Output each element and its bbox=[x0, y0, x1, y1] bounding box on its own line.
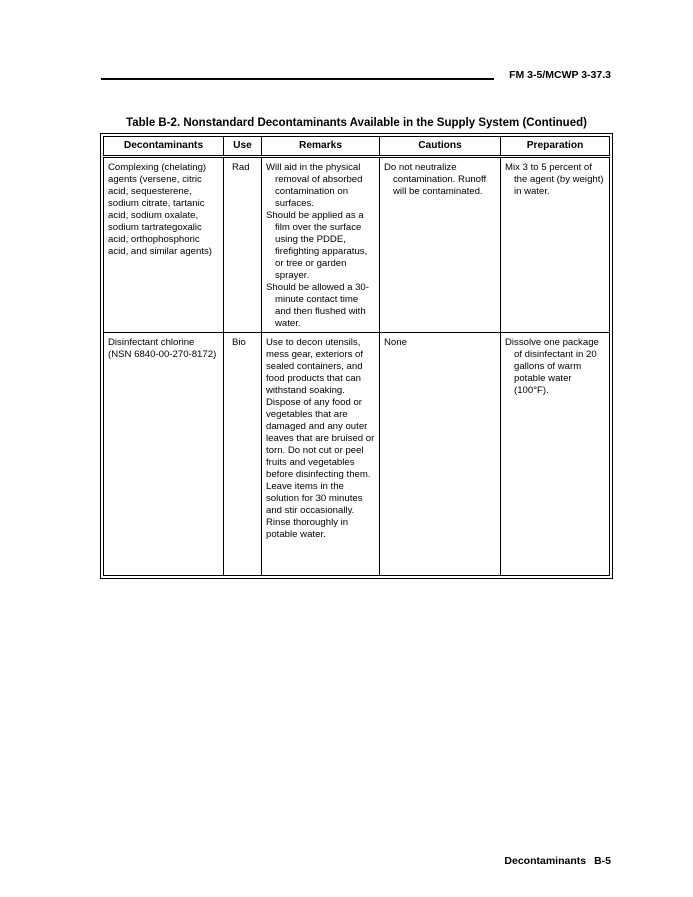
footer-section: Decontaminants bbox=[504, 855, 587, 867]
remark-item: Will aid in the physical removal of absorbed contamination on surfaces. bbox=[266, 162, 363, 209]
table-row bbox=[104, 157, 610, 333]
table-header-row bbox=[104, 137, 610, 157]
cautions-text: None bbox=[384, 337, 407, 348]
cell-cautions bbox=[380, 333, 501, 576]
col-header-remarks: Remarks bbox=[262, 137, 380, 157]
col-header-cautions: Cautions bbox=[380, 137, 501, 157]
col-header-preparation: Preparation bbox=[501, 137, 610, 157]
cell-preparation bbox=[501, 157, 610, 333]
remark-item: Should be allowed a 30-minute contact time and then flushed with water. bbox=[266, 282, 369, 329]
cell-preparation bbox=[501, 333, 610, 576]
document-id: FM 3-5/MCWP 3-37.3 bbox=[509, 69, 611, 81]
decontaminants-table bbox=[100, 133, 613, 579]
cell-cautions bbox=[380, 157, 501, 333]
cautions-text: Do not neutralize contamination. Runoff will be contaminated. bbox=[384, 162, 487, 197]
remark-item: Use to decon utensils, mess gear, exteriors of sealed containers, and food products that can withstand soaking. Dispose of any food or vegetables that are damaged and any outer leaves that are bruised or torn. Do not cut or peel fruits and vegetables before disinfecting them. Leave items in the solution for 30 minutes and stir occasionally. Rinse thoroughly in potable water. bbox=[266, 337, 375, 540]
cell-use: Rad bbox=[224, 157, 262, 333]
table-title: Table B-2. Nonstandard Decontaminants Available in the Supply System (Continued) bbox=[126, 117, 587, 129]
preparation-text: Dissolve one package of disinfectant in 20 gallons of warm potable water (100°F). bbox=[505, 337, 599, 396]
page-footer bbox=[504, 855, 611, 867]
cell-remarks bbox=[262, 333, 380, 576]
cell-use: Bio bbox=[224, 333, 262, 576]
cell-decontaminant: Complexing (chelating) agents (versene, citric acid, sequesterene, sodium citrate, tartanic acid, sodium oxalate, sodium tartrategoxalic acid, orthophosphoric acid, and similar agents) bbox=[104, 157, 224, 333]
header-rule bbox=[101, 78, 494, 80]
cell-remarks bbox=[262, 157, 380, 333]
remark-item: Should be applied as a film over the surface using the PDDE, firefighting apparatus, or tree or garden sprayer. bbox=[266, 210, 368, 281]
page-number: B-5 bbox=[594, 855, 611, 867]
cell-decontaminant: Disinfectant chlorine (NSN 6840-00-270-8172) bbox=[104, 333, 224, 576]
preparation-text: Mix 3 to 5 percent of the agent (by weight) in water. bbox=[505, 162, 604, 197]
col-header-decontaminants: Decontaminants bbox=[104, 137, 224, 157]
col-header-use: Use bbox=[224, 137, 262, 157]
table-row bbox=[104, 333, 610, 576]
